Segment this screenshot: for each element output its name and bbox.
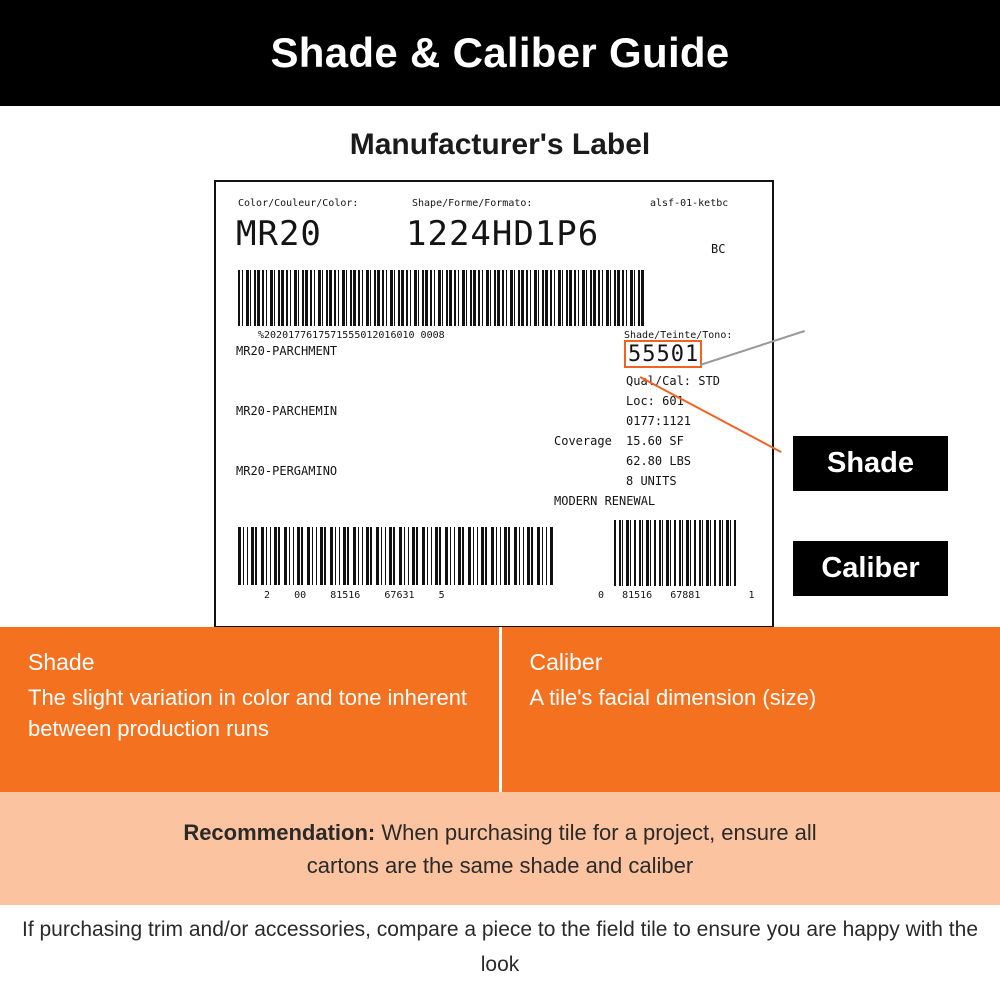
definition-caliber-title: Caliber <box>529 649 603 675</box>
page-header <box>0 0 1000 106</box>
coverage-label: Coverage <box>554 434 612 448</box>
callout-caliber: Caliber <box>793 541 948 596</box>
qual-cal: Qual/Cal: STD <box>626 374 720 388</box>
bottom-left-barcode <box>238 527 554 585</box>
product-name-es: MR20-PERGAMINO <box>236 464 338 478</box>
lot-number: 0177:1121 <box>626 414 692 428</box>
label-bc-mark: BC <box>711 242 726 256</box>
label-color-header: Color/Couleur/Color: <box>238 198 359 209</box>
definition-shade <box>0 627 499 792</box>
callout-shade: Shade <box>793 436 948 491</box>
definition-caliber-text: A tile's facial dimension (size) <box>529 685 817 710</box>
definition-shade-title: Shade <box>28 649 95 675</box>
product-name-fr: MR20-PARCHEMIN <box>236 404 338 418</box>
product-name-en: MR20-PARCHMENT <box>236 344 338 358</box>
label-shape-code: 1224HD1P6 <box>406 214 600 254</box>
footer-note: If purchasing trim and/or accessories, compare a piece to the field tile to ensure you are happy with the look <box>21 918 978 976</box>
label-color-code: MR20 <box>236 214 322 254</box>
top-barcode-digits: %2020177617571555012016010 0008 <box>258 330 445 341</box>
bottom-left-barcode-digits: 2 00 81516 67631 5 <box>264 590 445 601</box>
page-title: Shade & Caliber Guide <box>270 29 730 76</box>
shade-header: Shade/Teinte/Tono: <box>624 330 733 341</box>
bottom-right-barcode <box>614 520 736 586</box>
top-barcode <box>238 270 646 326</box>
recommendation-label: Recommendation: <box>183 819 376 845</box>
loc: Loc: 601 <box>626 394 684 408</box>
definition-shade-text: The slight variation in color and tone inherent between production runs <box>28 685 468 741</box>
section-subtitle: Manufacturer's Label <box>349 128 651 161</box>
recommendation-text <box>0 816 1000 882</box>
coverage-sf: 15.60 SF <box>626 434 684 448</box>
recommendation-band <box>0 792 1000 905</box>
series-name: MODERN RENEWAL <box>554 494 656 508</box>
label-shape-header: Shape/Forme/Formato: <box>412 198 533 209</box>
recommendation-body: When purchasing tile for a project, ensure all cartons are the same shade and caliber <box>306 819 817 878</box>
units-count: 8 UNITS <box>626 474 677 488</box>
coverage-lbs: 62.80 LBS <box>626 454 692 468</box>
bottom-right-barcode-digits: 0 81516 67881 1 <box>598 590 755 601</box>
definition-caliber <box>499 627 1000 792</box>
label-illustration-area <box>0 176 1000 636</box>
label-code-top-right: alsf-01-ketbc <box>650 198 729 209</box>
shade-highlight-box <box>624 340 702 368</box>
shade-value: 55501 <box>628 342 700 367</box>
definitions-band <box>0 627 1000 792</box>
